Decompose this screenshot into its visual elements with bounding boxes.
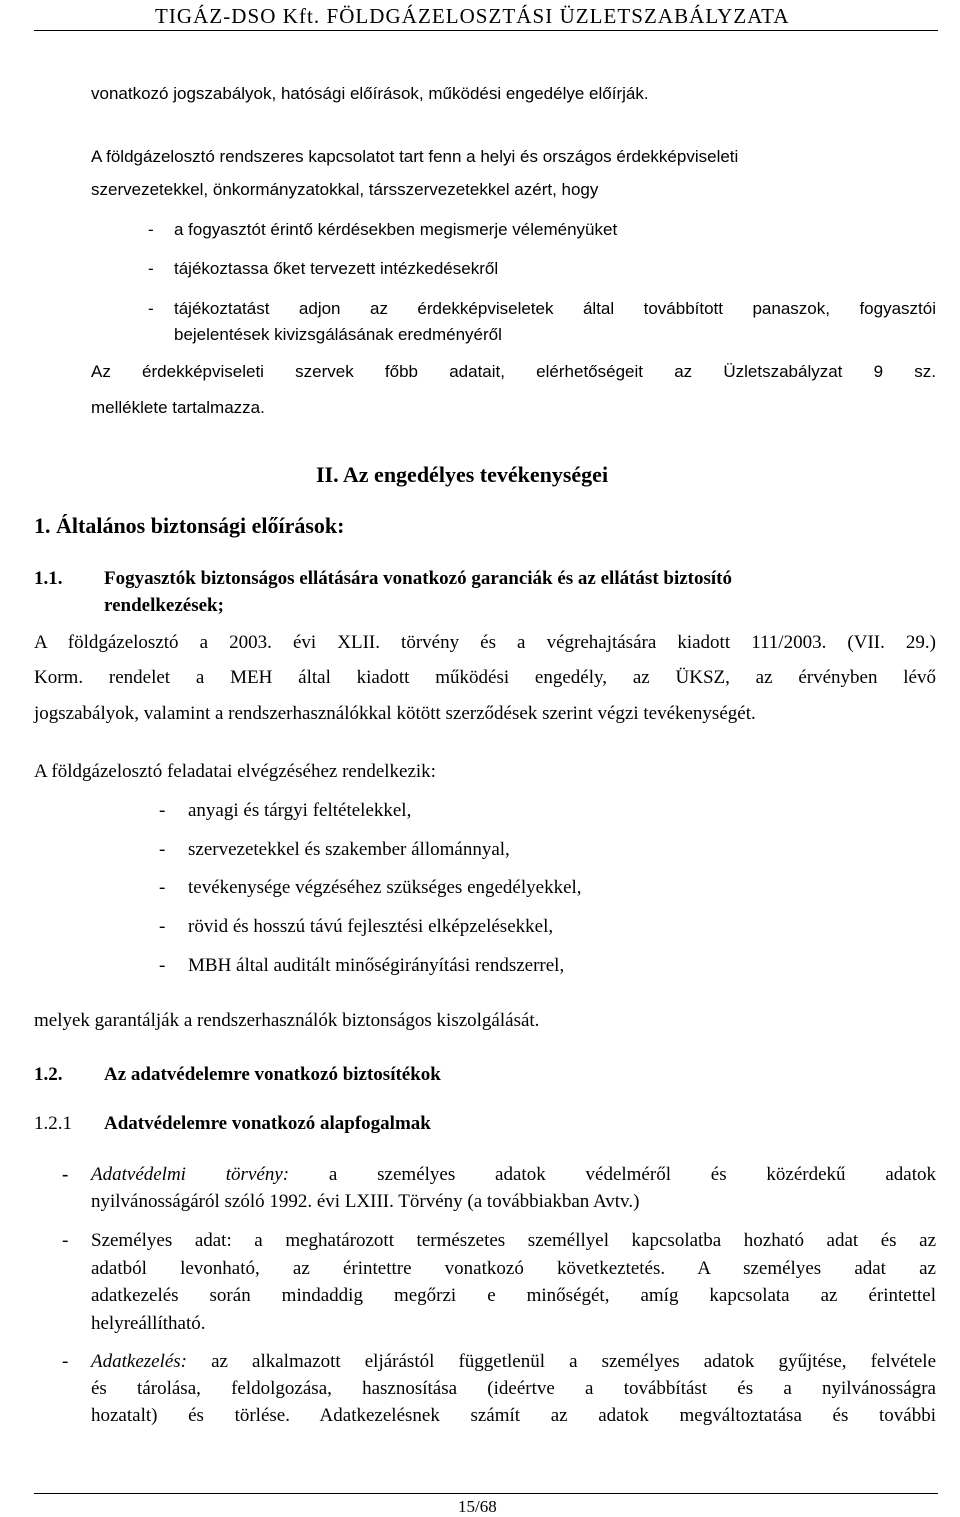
- list-item: tájékoztassa őket tervezett intézkedésekről: [174, 259, 499, 278]
- definition-line: [91, 1164, 936, 1186]
- bullet-dash: -: [148, 220, 154, 239]
- bullet-dash: -: [148, 299, 154, 318]
- chapter-title: II. Az engedélyes tevékenységei: [316, 462, 609, 487]
- bullet-dash: -: [62, 1351, 69, 1372]
- bullet-dash: -: [62, 1164, 69, 1185]
- bullet-dash: -: [159, 800, 166, 821]
- paragraph: Korm. rendelet a MEH által kiadott működési engedély, az ÜKSZ, az érvényben lévő: [34, 667, 936, 688]
- definition-line: helyreállítható.: [91, 1313, 206, 1334]
- list-item: anyagi és tárgyi feltételekkel,: [188, 800, 412, 821]
- paragraph: melyek garantálják a rendszerhasználók biztonságos kiszolgálását.: [34, 1010, 540, 1031]
- list-item: szervezetekkel és szakember állománnyal,: [188, 839, 510, 860]
- paragraph: A földgázelosztó a 2003. évi XLII. törvény és a végrehajtására kiadott 111/2003. (VII. 29.): [34, 632, 936, 653]
- page-header-title: TIGÁZ-DSO Kft. FÖLDGÁZELOSZTÁSI ÜZLETSZABÁLYZATA: [155, 4, 790, 28]
- subsection-title: rendelkezések;: [104, 595, 224, 616]
- list-item: rövid és hosszú távú fejlesztési elképzelésekkel,: [188, 916, 554, 937]
- list-item: a fogyasztót érintő kérdésekben megismerje véleményüket: [174, 220, 618, 239]
- definition-text: az alkalmazott eljárástól függetlenül a személyes adatok gyűjtése, felvétele: [211, 1351, 936, 1372]
- paragraph: melléklete tartalmazza.: [91, 398, 265, 417]
- definition-line: hozatalt) és törlése. Adatkezelésnek számít az adatok megváltoztatása és további: [91, 1405, 936, 1426]
- definition-text: a személyes adatok védelméről és közérdekű adatok: [328, 1164, 937, 1185]
- section-title: 1. Általános biztonsági előírások:: [34, 513, 345, 538]
- paragraph: Az érdekképviseleti szervek főbb adatait, elérhetőségeit az Üzletszabályzat 9 sz.: [91, 362, 936, 381]
- subsection-number: 1.1.: [34, 568, 63, 589]
- definition-line: adatkezelés során mindaddig megőrzi e minőségét, amíg kapcsolata az érintettel: [91, 1285, 936, 1306]
- bullet-dash: -: [159, 877, 166, 898]
- page-number: 15/68: [458, 1497, 497, 1516]
- bullet-dash: -: [148, 259, 154, 278]
- definition-line: adatból levonható, az érintettre vonatkozó következtetés. A személyes adat az: [91, 1258, 936, 1279]
- list-item: MBH által auditált minőségirányítási rendszerrel,: [188, 955, 565, 976]
- list-item: bejelentések kivizsgálásának eredményéről: [174, 325, 502, 344]
- definition-line: és tárolása, feldolgozása, hasznosítása (ideértve a továbbítást és a nyilvánosságra: [91, 1378, 936, 1399]
- list-item: tájékoztatást adjon az érdekképviseletek által továbbított panaszok, fogyasztói: [174, 299, 936, 318]
- definition-term: Adatvédelmi törvény:: [91, 1164, 290, 1185]
- subsection-number: 1.2.: [34, 1064, 63, 1085]
- bullet-dash: -: [159, 916, 166, 937]
- definition-line: [91, 1351, 936, 1373]
- bullet-dash: -: [159, 955, 166, 976]
- list-item: tevékenysége végzéséhez szükséges engedélyekkel,: [188, 877, 582, 898]
- paragraph: jogszabályok, valamint a rendszerhasználókkal kötött szerződések szerint végzi tevékenységét.: [34, 703, 756, 724]
- subsection-title: Fogyasztók biztonságos ellátására vonatkozó garanciák és az ellátást biztosító: [104, 568, 733, 589]
- bullet-dash: -: [62, 1230, 69, 1251]
- footer-rule: [34, 1493, 938, 1494]
- paragraph: szervezetekkel, önkormányzatokkal, társszervezetekkel azért, hogy: [91, 180, 599, 199]
- subsection-title: Adatvédelemre vonatkozó alapfogalmak: [104, 1113, 431, 1134]
- bullet-dash: -: [159, 839, 166, 860]
- definition-line: nyilvánosságáról szóló 1992. évi LXIII. Törvény (a továbbiakban Avtv.): [91, 1191, 640, 1212]
- definition-term: Adatkezelés:: [91, 1351, 188, 1372]
- paragraph: A földgázelosztó rendszeres kapcsolatot tart fenn a helyi és országos érdekképviseleti: [91, 147, 739, 166]
- paragraph: A földgázelosztó feladatai elvégzéséhez rendelkezik:: [34, 761, 436, 782]
- definition-line: Személyes adat: a meghatározott természetes személlyel kapcsolatba hozható adat és az: [91, 1230, 936, 1251]
- paragraph: vonatkozó jogszabályok, hatósági előírások, működési engedélye előírják.: [91, 84, 649, 103]
- header-rule: [34, 30, 938, 31]
- subsection-title: Az adatvédelemre vonatkozó biztosítékok: [104, 1064, 441, 1085]
- subsection-number: 1.2.1: [34, 1113, 72, 1134]
